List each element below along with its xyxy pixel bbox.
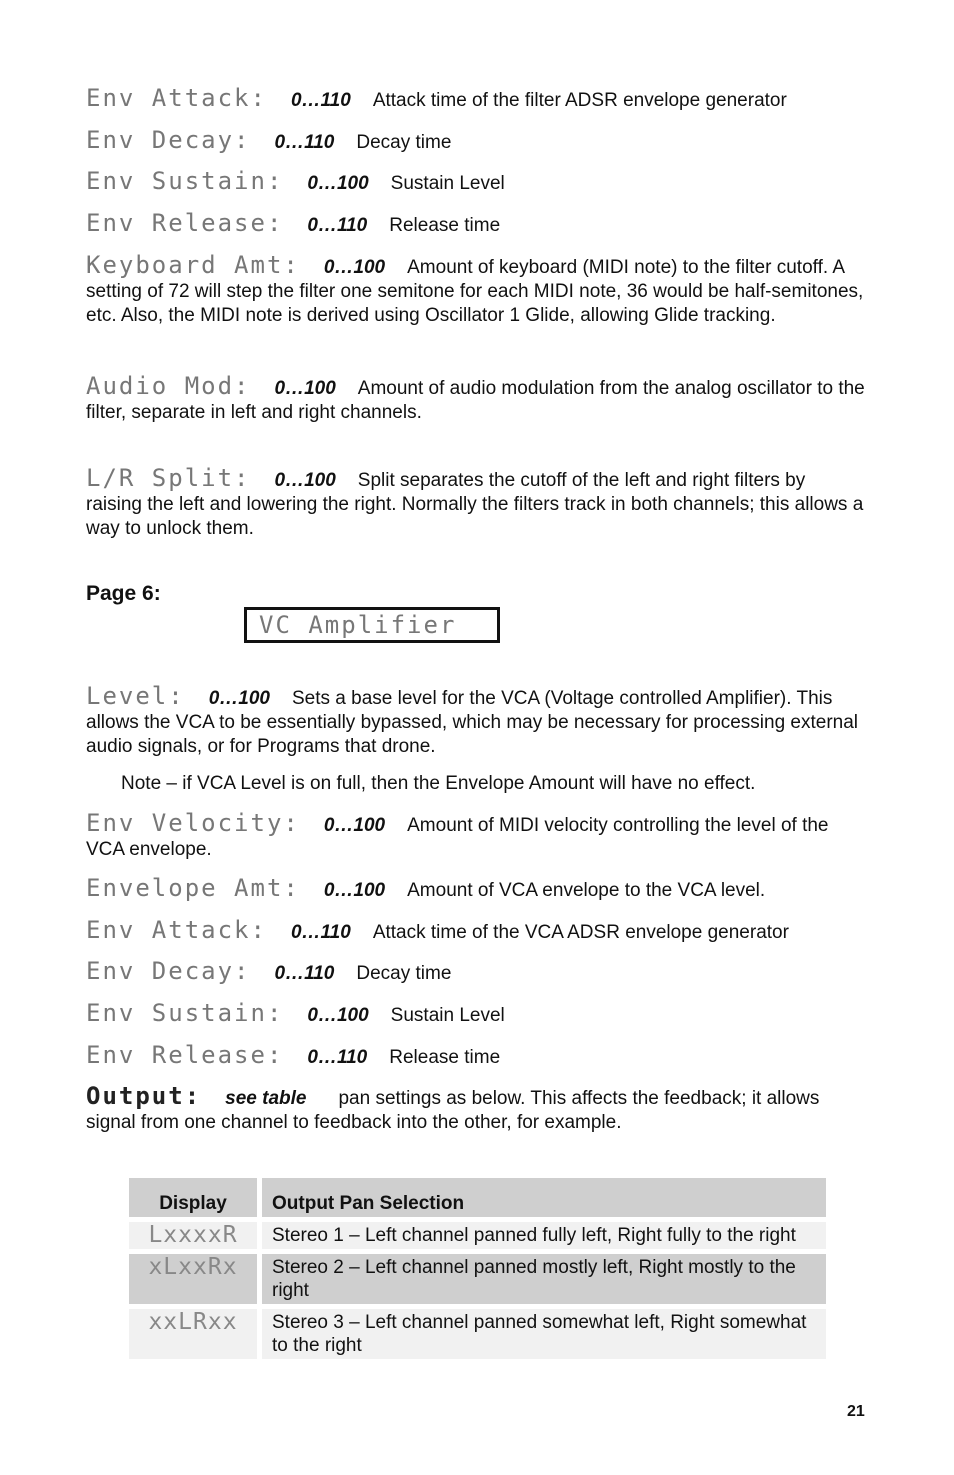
param-name: L/R Split:	[86, 464, 251, 492]
param-name: Envelope Amt:	[86, 874, 300, 902]
param-name: Keyboard Amt:	[86, 251, 300, 279]
param-desc: Release time	[389, 215, 501, 236]
param-desc: Split separates the cutoff of the left and right filters by raising the left and lowering the right. Normally the filters track in both channels; this allows a way to unlock them.	[86, 470, 864, 539]
param-vca-env-attack	[86, 918, 866, 945]
param-name: Env Decay:	[86, 957, 251, 985]
param-desc: Sustain Level	[390, 1005, 505, 1026]
param-name: Env Sustain:	[86, 999, 284, 1027]
param-audio-mod	[86, 374, 866, 425]
table-cell-display: xxLRxx	[129, 1309, 257, 1359]
param-desc: Decay time	[356, 963, 452, 984]
param-filter-env-decay	[86, 128, 866, 155]
param-name: Audio Mod:	[86, 372, 251, 400]
table-row	[129, 1222, 826, 1249]
param-name: Env Velocity:	[86, 809, 300, 837]
table-row	[129, 1254, 826, 1304]
note-text: Note – if VCA Level is on full, then the Envelope Amount will have no effect.	[121, 773, 756, 794]
param-output	[86, 1084, 866, 1135]
param-level	[86, 684, 866, 759]
page-number: 21	[847, 1403, 865, 1420]
param-desc: Sustain Level	[390, 173, 505, 194]
param-filter-env-release	[86, 211, 866, 238]
param-range: 0…100	[307, 1005, 369, 1026]
param-range: 0…100	[323, 257, 386, 278]
param-envelope-amt	[86, 876, 866, 903]
param-range: 0…100	[274, 470, 336, 491]
param-vca-env-release	[86, 1043, 866, 1070]
param-desc: Amount of audio modulation from the analog oscillator to the filter, separate in left and right channels.	[86, 378, 865, 423]
param-range: 0…110	[307, 215, 368, 236]
lcd-display	[244, 607, 500, 643]
column-header-display: Display	[129, 1178, 257, 1217]
param-name: Env Release:	[86, 209, 284, 237]
lcd-display-text: VC Amplifier	[259, 611, 457, 639]
table-cell-display: LxxxxR	[129, 1222, 257, 1249]
param-range: 0…110	[274, 963, 335, 984]
param-desc: Decay time	[356, 132, 452, 153]
param-env-velocity	[86, 811, 866, 862]
param-name: Env Attack:	[86, 84, 267, 112]
param-range: 0…100	[323, 880, 386, 901]
table-cell-description: Stereo 3 – Left channel panned somewhat left, Right somewhat to the right	[262, 1309, 826, 1359]
param-vca-env-sustain	[86, 1001, 866, 1028]
param-desc: Attack time of the VCA ADSR envelope generator	[372, 922, 789, 943]
param-desc: Release time	[389, 1047, 501, 1068]
param-desc: Amount of keyboard (MIDI note) to the filter cutoff. A setting of 72 will step the filter one semitone for each MIDI note, 36 would be half-semitones, etc. Also, the MIDI note is derived using Oscillator 1 Glide, allowing Glide tracking.	[86, 257, 864, 326]
param-desc: Sets a base level for the VCA (Voltage controlled Amplifier). This allows the VCA to be essentially bypassed, which may be necessary for processing external audio signals, or for Programs that drone.	[86, 688, 859, 757]
param-desc: pan settings as below. This affects the feedback; it allows signal from one channel to feedback into the other, for example.	[86, 1088, 820, 1133]
table-cell-description: Stereo 1 – Left channel panned fully left, Right fully to the right	[262, 1222, 826, 1249]
param-name: Output:	[86, 1082, 202, 1110]
param-vca-env-decay	[86, 959, 866, 986]
param-range: see table	[225, 1088, 307, 1109]
param-range: 0…100	[323, 815, 386, 836]
param-range: 0…110	[307, 1047, 368, 1068]
param-name: Env Sustain:	[86, 167, 284, 195]
param-range: 0…100	[208, 688, 270, 709]
param-filter-env-sustain	[86, 169, 866, 196]
param-name: Level:	[86, 682, 185, 710]
table-header-row	[129, 1178, 826, 1217]
column-header-output-pan: Output Pan Selection	[262, 1178, 826, 1217]
table-row	[129, 1309, 826, 1359]
param-name: Env Release:	[86, 1041, 284, 1069]
param-desc: Amount of MIDI velocity controlling the level of the VCA envelope.	[86, 815, 829, 860]
param-desc: Attack time of the filter ADSR envelope generator	[372, 90, 787, 111]
table-cell-description: Stereo 2 – Left channel panned mostly left, Right mostly to the right	[262, 1254, 826, 1304]
param-name: Env Attack:	[86, 916, 267, 944]
param-desc: Amount of VCA envelope to the VCA level.	[407, 880, 766, 901]
param-keyboard-amt	[86, 253, 866, 328]
param-range: 0…110	[290, 922, 351, 943]
param-filter-env-attack	[86, 86, 866, 113]
param-range: 0…100	[274, 378, 336, 399]
param-range: 0…110	[290, 90, 351, 111]
param-lr-split	[86, 466, 866, 541]
param-name: Env Decay:	[86, 126, 251, 154]
table-cell-display: xLxxRx	[129, 1254, 257, 1304]
output-pan-table	[124, 1173, 831, 1364]
param-range: 0…100	[307, 173, 369, 194]
page-heading: Page 6:	[86, 582, 161, 605]
param-range: 0…110	[274, 132, 335, 153]
